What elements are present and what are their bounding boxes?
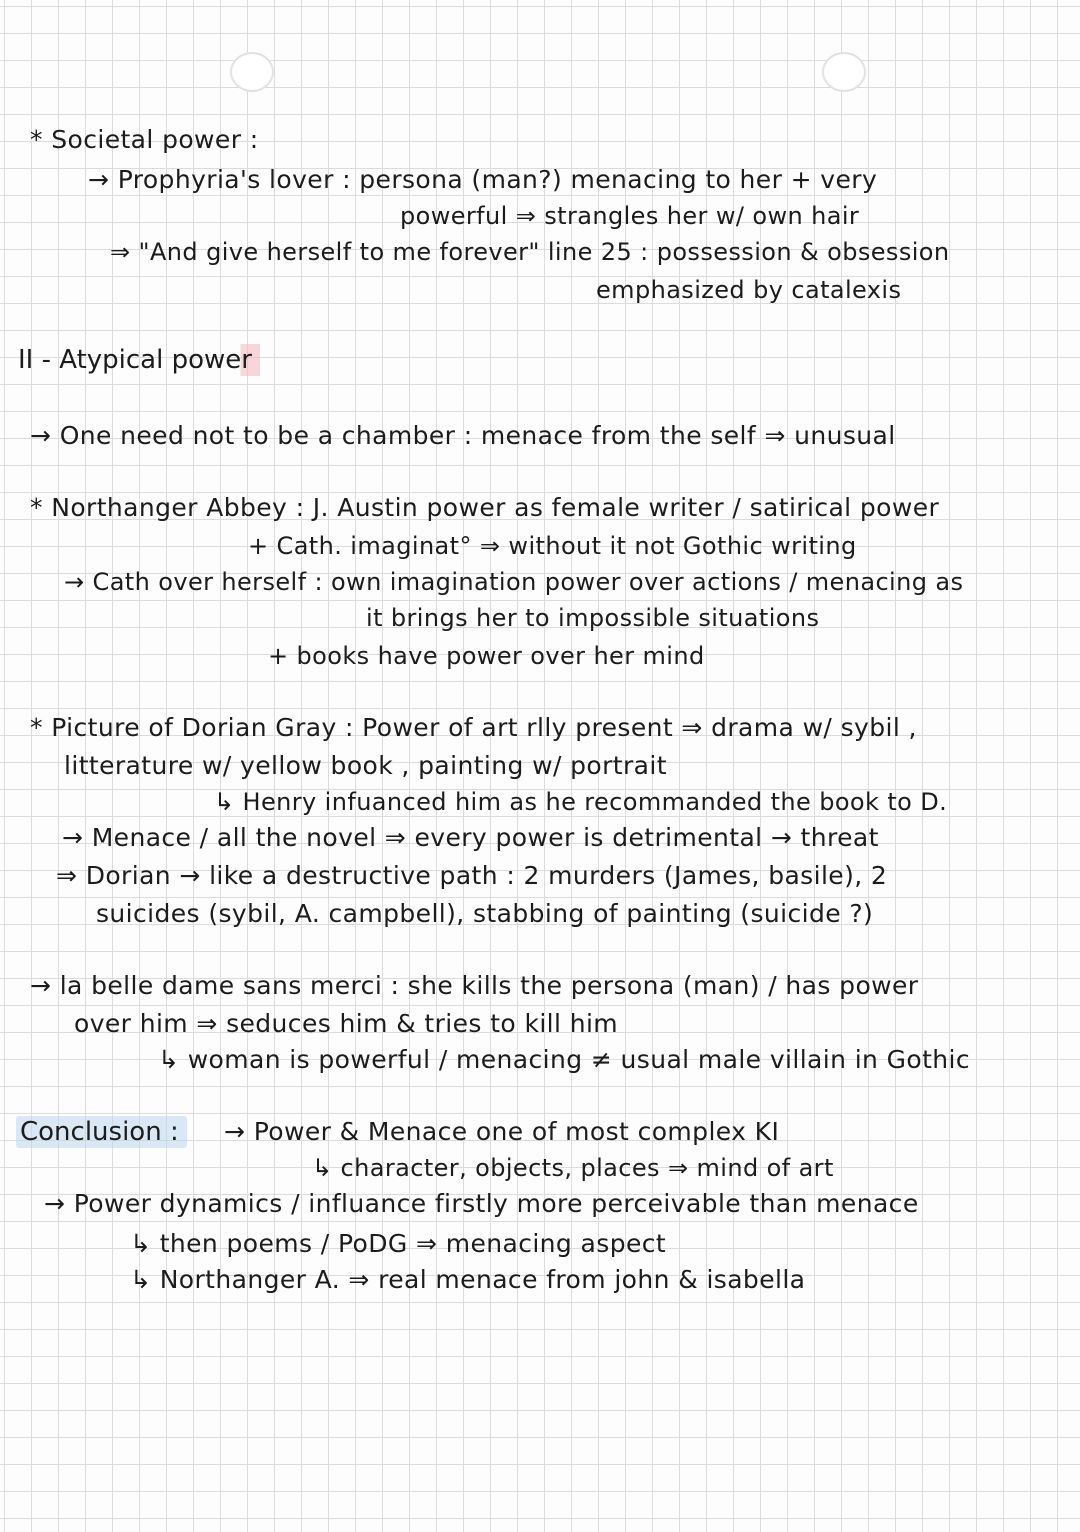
dorian-line-5: ⇒ Dorian → like a destructive path : 2 murders (James, basile), 2 [56, 861, 888, 890]
dorian-line-4: → Menace / all the novel ⇒ every power is detrimental → threat [62, 823, 879, 852]
northanger-line-4: it brings her to impossible situations [366, 604, 820, 632]
belle-dame-line-2: over him ⇒ seduces him & tries to kill him [74, 1009, 619, 1038]
punch-hole-left [230, 52, 274, 92]
northanger-line-3: → Cath over herself : own imagination power over actions / menacing as [64, 568, 964, 596]
belle-dame-line-1: → la belle dame sans merci : she kills the persona (man) / has power [30, 971, 919, 1000]
belle-dame-line-3: ↳ woman is powerful / menacing ≠ usual male villain in Gothic [158, 1045, 971, 1074]
conclusion-line-1: → Power & Menace one of most complex KI [224, 1117, 780, 1146]
conclusion-line-3: → Power dynamics / influance firstly more perceivable than menace [44, 1189, 919, 1218]
punch-hole-right [822, 52, 866, 92]
societal-line-1: → Prophyria's lover : persona (man?) menacing to her + very [88, 165, 878, 194]
dorian-line-3: ↳ Henry infuanced him as he recommanded the book to D. [214, 788, 948, 816]
northanger-line-5: + books have power over her mind [268, 642, 705, 670]
conclusion-label: Conclusion : [16, 1116, 187, 1148]
atypical-intro: → One need not to be a chamber : menace from the self ⇒ unusual [30, 421, 896, 450]
dorian-line-6: suicides (sybil, A. campbell), stabbing of painting (suicide ?) [96, 899, 874, 928]
northanger-line-2: + Cath. imaginat° ⇒ without it not Gothic writing [248, 532, 857, 560]
societal-line-4: emphasized by catalexis [596, 276, 902, 304]
conclusion-line-2: ↳ character, objects, places ⇒ mind of art [312, 1154, 834, 1182]
section-heading-atypical: II - Atypical power [14, 344, 260, 376]
societal-line-2: powerful ⇒ strangles her w/ own hair [400, 202, 860, 230]
dorian-line-1: * Picture of Dorian Gray : Power of art rlly present ⇒ drama w/ sybil , [30, 713, 917, 742]
northanger-line-1: * Northanger Abbey : J. Austin power as female writer / satirical power [30, 493, 940, 522]
conclusion-line-5: ↳ Northanger A. ⇒ real menace from john & isabella [130, 1265, 806, 1294]
societal-heading: * Societal power : [30, 125, 259, 154]
dorian-line-2: litterature w/ yellow book , painting w/ portrait [64, 751, 667, 780]
conclusion-line-4: ↳ then poems / PoDG ⇒ menacing aspect [130, 1229, 667, 1258]
societal-line-3: ⇒ "And give herself to me forever" line 25 : possession & obsession [110, 238, 950, 266]
